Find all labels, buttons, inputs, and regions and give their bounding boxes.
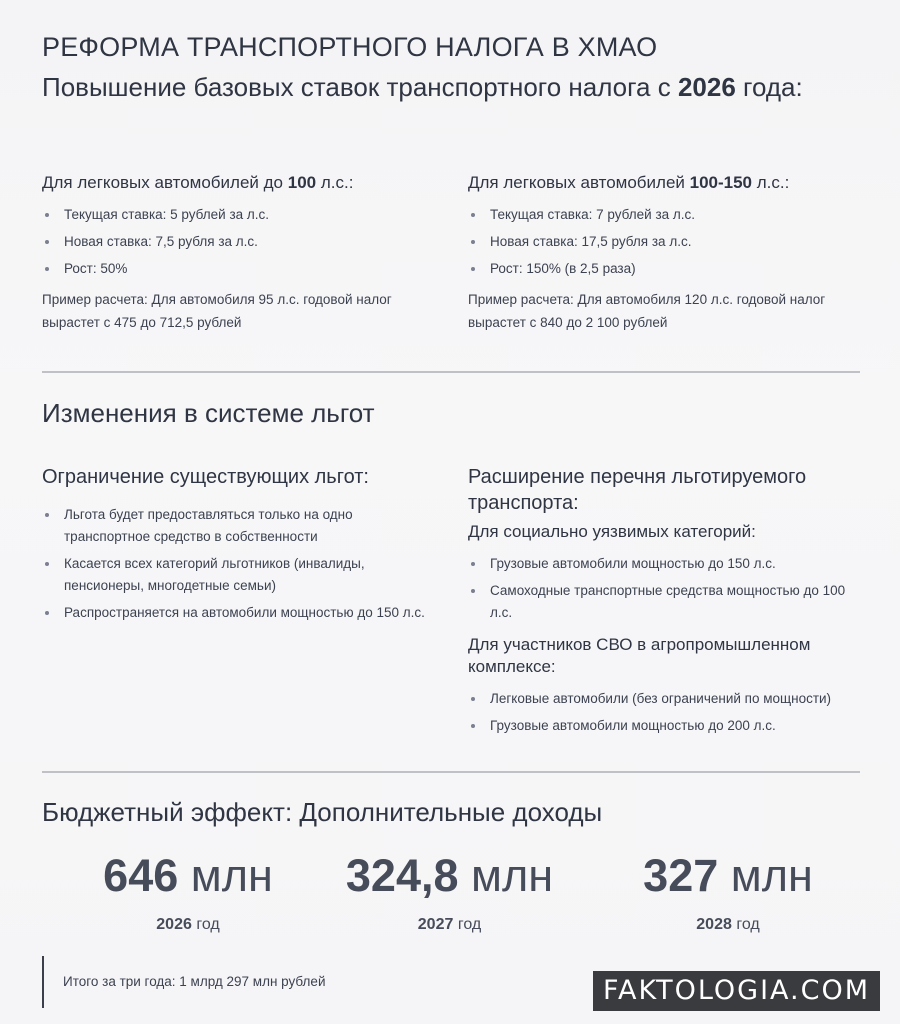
list-item: Распространяется на автомобили мощностью до 150 л.с. (42, 602, 432, 624)
list-item: Грузовые автомобили мощностью до 200 л.с. (468, 715, 868, 737)
group-list (468, 688, 868, 737)
rate-block-100-150 (468, 172, 858, 334)
watermark-logo: FAKTOLOGIA.COM (593, 971, 880, 1011)
stat-value: 646 млн (103, 850, 273, 901)
list-item: Рост: 50% (42, 258, 432, 280)
calc-example: Пример расчета: Для автомобиля 95 л.с. годовой налог вырастет с 475 до 712,5 рублей (42, 292, 392, 330)
rate-title: Для легковых автомобилей 100-150 л.с.: (468, 173, 790, 192)
rate-list (468, 204, 858, 280)
headline-year: 2026 (677, 72, 736, 102)
group-title: Для социально уязвимых категорий: (468, 522, 756, 541)
list-item: Легковые автомобили (без ограничений по мощности) (468, 688, 868, 710)
list-item: Самоходные транспортные средства мощностью до 100 л.с. (468, 580, 858, 624)
stat-year: 2027 год (417, 916, 482, 933)
subsection-title: Ограничение существующих льгот: (42, 466, 369, 488)
headline-suffix: года: (735, 72, 803, 102)
page-title (42, 71, 842, 104)
list-item: Касается всех категорий льготников (инвалиды, пенсионеры, многодетные семьи) (42, 553, 432, 597)
list-item: Текущая ставка: 5 рублей за л.с. (42, 204, 432, 226)
rate-block-under-100 (42, 172, 432, 334)
restriction-list (42, 504, 432, 624)
benefits-expansion (468, 464, 858, 742)
section-divider (42, 371, 860, 373)
rate-title: Для легковых автомобилей до 100 л.с.: (42, 173, 354, 192)
list-item: Грузовые автомобили мощностью до 150 л.с. (468, 553, 858, 575)
section-divider (42, 771, 860, 773)
rate-list (42, 204, 432, 280)
list-item: Новая ставка: 7,5 рубля за л.с. (42, 231, 432, 253)
stat-2027 (327, 850, 572, 934)
benefits-restriction (42, 464, 432, 629)
page-kicker: РЕФОРМА ТРАНСПОРТНОГО НАЛОГА В ХМАО (42, 32, 658, 62)
subsection-title: Расширение перечня льготируемого транспорта: (468, 466, 807, 514)
stat-year: 2026 год (156, 916, 220, 933)
stat-2026 (68, 850, 308, 934)
budget-title: Бюджетный эффект: Дополнительные доходы (42, 797, 603, 827)
stat-value: 324,8 млн (345, 850, 554, 901)
total-summary: Итого за три года: 1 млрд 297 млн рублей (42, 956, 325, 1008)
list-item: Новая ставка: 17,5 рубля за л.с. (468, 231, 858, 253)
benefits-title: Изменения в системе льгот (42, 398, 375, 428)
stat-2028 (607, 850, 849, 934)
group-title: Для участников СВО в агропромышленном комплексе: (468, 635, 811, 676)
stat-value: 327 млн (643, 850, 813, 901)
list-item: Рост: 150% (в 2,5 раза) (468, 258, 858, 280)
group-list (468, 553, 858, 624)
calc-example: Пример расчета: Для автомобиля 120 л.с. годовой налог вырастет с 840 до 2 100 рублей (468, 292, 826, 330)
stat-year: 2028 год (696, 916, 760, 933)
headline-text: Повышение базовых ставок транспортного налога с (42, 72, 678, 102)
list-item: Льгота будет предоставляться только на одно транспортное средство в собственности (42, 504, 432, 548)
list-item: Текущая ставка: 7 рублей за л.с. (468, 204, 858, 226)
